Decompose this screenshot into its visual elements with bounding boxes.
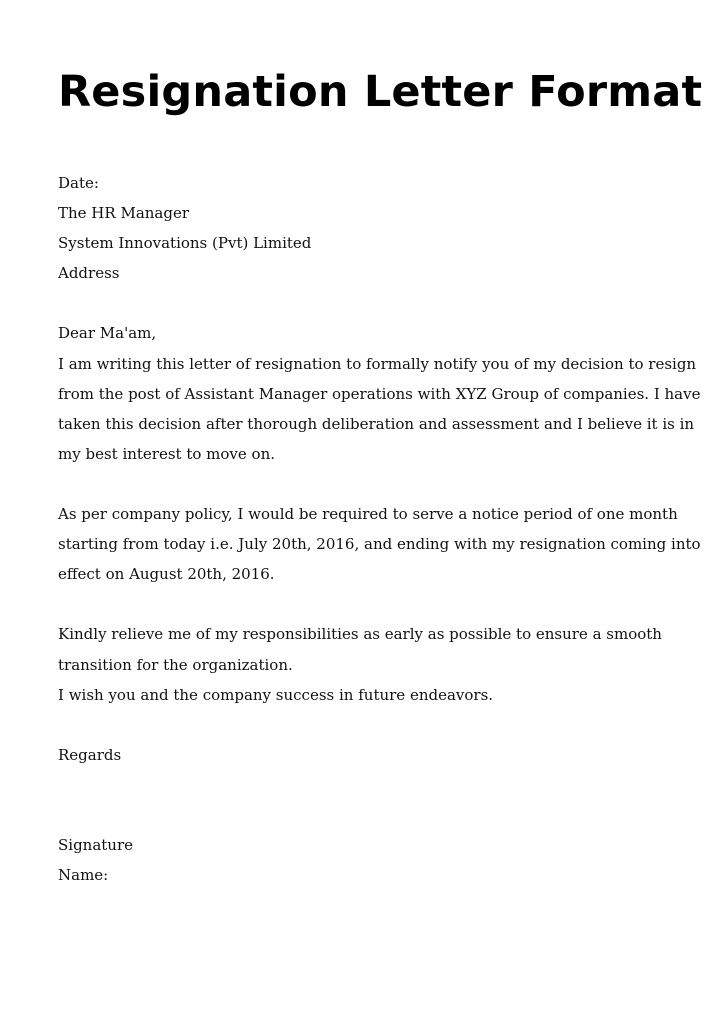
company-name: System Innovations (Pvt) Limited	[58, 234, 312, 253]
letter-body	[58, 168, 701, 890]
spacer	[58, 589, 678, 619]
address-label: Address	[58, 264, 120, 283]
paragraph-resignation	[58, 349, 701, 469]
paragraph-line: Kindly relieve me of my responsibilities as early as possible to ensure a smooth	[58, 625, 662, 644]
name-label: Name:	[58, 866, 109, 885]
regards: Regards	[58, 745, 122, 764]
paragraph-line: I am writing this letter of resignation to formally notify you of my decision to resign	[58, 354, 697, 373]
signature-space	[58, 770, 678, 830]
salutation: Dear Ma'am,	[58, 324, 157, 343]
paragraph-line: starting from today i.e. July 20th, 2016, and ending with my resignation coming into	[58, 535, 701, 554]
date-label: Date:	[58, 174, 99, 192]
paragraph-line: As per company policy, I would be required to serve a notice period of one month	[58, 505, 678, 524]
spacer	[58, 710, 678, 740]
closing-wish: I wish you and the company success in future endeavors.	[58, 685, 494, 704]
paragraph-line: transition for the organization.	[58, 655, 293, 674]
paragraph-relieve	[58, 619, 678, 679]
recipient-title: The HR Manager	[58, 204, 190, 223]
spacer	[58, 469, 678, 499]
paragraph-line: my best interest to move on.	[58, 444, 276, 463]
paragraph-line: effect on August 20th, 2016.	[58, 565, 275, 584]
signature-label: Signature	[58, 836, 134, 855]
page-title: Resignation Letter Format	[58, 67, 703, 117]
paragraph-notice-period	[58, 499, 701, 589]
paragraph-line: taken this decision after thorough deliberation and assessment and I believe it is in	[58, 414, 695, 433]
spacer	[58, 288, 678, 318]
paragraph-line: from the post of Assistant Manager operations with XYZ Group of companies. I have	[58, 384, 701, 403]
